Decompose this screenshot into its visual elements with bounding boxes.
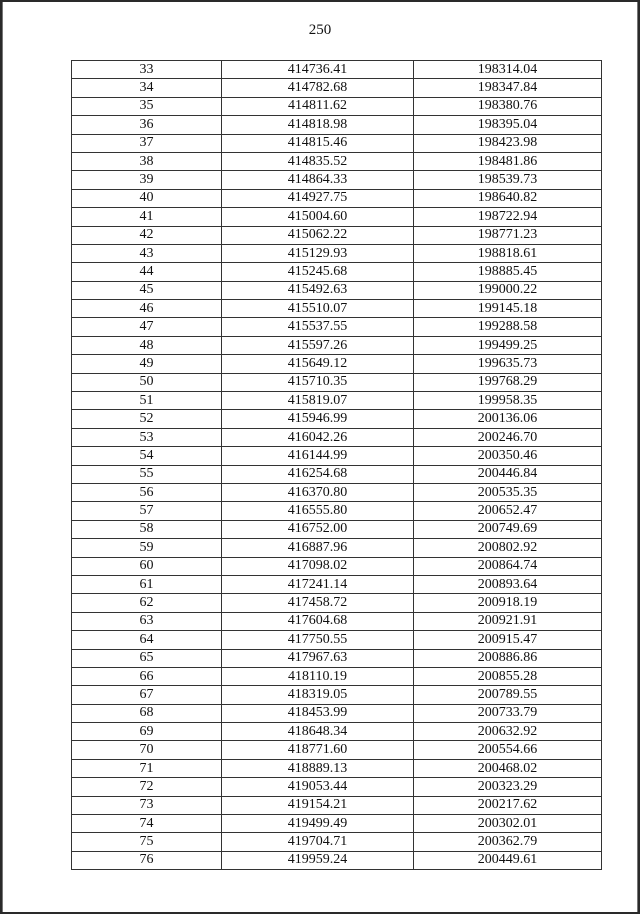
y-coordinate-cell: 198818.61: [414, 244, 602, 262]
y-coordinate-cell: 200302.01: [414, 815, 602, 833]
x-coordinate-cell: 416752.00: [222, 520, 414, 538]
table-row: [72, 723, 602, 741]
table-row: [72, 741, 602, 759]
x-coordinate-cell: 414864.33: [222, 171, 414, 189]
y-coordinate-cell: 200468.02: [414, 759, 602, 777]
table-row: [72, 851, 602, 869]
point-number-cell: 40: [72, 189, 222, 207]
coordinates-table: [71, 60, 602, 870]
point-number-cell: 57: [72, 502, 222, 520]
point-number-cell: 52: [72, 410, 222, 428]
table-row: [72, 281, 602, 299]
table-row: [72, 318, 602, 336]
table-row: [72, 152, 602, 170]
y-coordinate-cell: 200921.91: [414, 612, 602, 630]
point-number-cell: 38: [72, 152, 222, 170]
x-coordinate-cell: 417098.02: [222, 557, 414, 575]
point-number-cell: 59: [72, 539, 222, 557]
y-coordinate-cell: 200855.28: [414, 667, 602, 685]
y-coordinate-cell: 200749.69: [414, 520, 602, 538]
point-number-cell: 66: [72, 667, 222, 685]
y-coordinate-cell: 198722.94: [414, 208, 602, 226]
table-row: [72, 336, 602, 354]
y-coordinate-cell: 198539.73: [414, 171, 602, 189]
x-coordinate-cell: 416042.26: [222, 428, 414, 446]
x-coordinate-cell: 415004.60: [222, 208, 414, 226]
point-number-cell: 70: [72, 741, 222, 759]
document-page: [2, 2, 638, 912]
table-row: [72, 520, 602, 538]
point-number-cell: 62: [72, 594, 222, 612]
point-number-cell: 46: [72, 300, 222, 318]
point-number-cell: 48: [72, 336, 222, 354]
x-coordinate-cell: 414927.75: [222, 189, 414, 207]
x-coordinate-cell: 418648.34: [222, 723, 414, 741]
y-coordinate-cell: 199288.58: [414, 318, 602, 336]
y-coordinate-cell: 199000.22: [414, 281, 602, 299]
point-number-cell: 74: [72, 815, 222, 833]
x-coordinate-cell: 414835.52: [222, 152, 414, 170]
y-coordinate-cell: 198885.45: [414, 263, 602, 281]
x-coordinate-cell: 414782.68: [222, 79, 414, 97]
point-number-cell: 39: [72, 171, 222, 189]
y-coordinate-cell: 200350.46: [414, 447, 602, 465]
x-coordinate-cell: 417241.14: [222, 575, 414, 593]
point-number-cell: 37: [72, 134, 222, 152]
y-coordinate-cell: 200632.92: [414, 723, 602, 741]
point-number-cell: 35: [72, 97, 222, 115]
table-row: [72, 300, 602, 318]
x-coordinate-cell: 415819.07: [222, 392, 414, 410]
coordinates-table-body: [72, 61, 602, 870]
table-row: [72, 539, 602, 557]
x-coordinate-cell: 419499.49: [222, 815, 414, 833]
table-row: [72, 208, 602, 226]
point-number-cell: 36: [72, 116, 222, 134]
point-number-cell: 58: [72, 520, 222, 538]
table-row: [72, 759, 602, 777]
x-coordinate-cell: 415946.99: [222, 410, 414, 428]
point-number-cell: 61: [72, 575, 222, 593]
y-coordinate-cell: 200864.74: [414, 557, 602, 575]
y-coordinate-cell: 200323.29: [414, 778, 602, 796]
x-coordinate-cell: 414818.98: [222, 116, 414, 134]
y-coordinate-cell: 200554.66: [414, 741, 602, 759]
table-row: [72, 631, 602, 649]
point-number-cell: 41: [72, 208, 222, 226]
y-coordinate-cell: 200246.70: [414, 428, 602, 446]
point-number-cell: 44: [72, 263, 222, 281]
point-number-cell: 56: [72, 483, 222, 501]
page-number: 250: [308, 22, 332, 38]
x-coordinate-cell: 414815.46: [222, 134, 414, 152]
x-coordinate-cell: 417750.55: [222, 631, 414, 649]
point-number-cell: 73: [72, 796, 222, 814]
table-row: [72, 226, 602, 244]
point-number-cell: 68: [72, 704, 222, 722]
table-row: [72, 465, 602, 483]
x-coordinate-cell: 419154.21: [222, 796, 414, 814]
table-row: [72, 410, 602, 428]
x-coordinate-cell: 415062.22: [222, 226, 414, 244]
y-coordinate-cell: 200535.35: [414, 483, 602, 501]
y-coordinate-cell: 198640.82: [414, 189, 602, 207]
y-coordinate-cell: 200217.62: [414, 796, 602, 814]
point-number-cell: 45: [72, 281, 222, 299]
x-coordinate-cell: 414811.62: [222, 97, 414, 115]
table-row: [72, 815, 602, 833]
table-row: [72, 667, 602, 685]
x-coordinate-cell: 415710.35: [222, 373, 414, 391]
x-coordinate-cell: 419704.71: [222, 833, 414, 851]
x-coordinate-cell: 417458.72: [222, 594, 414, 612]
y-coordinate-cell: 200893.64: [414, 575, 602, 593]
table-row: [72, 557, 602, 575]
table-row: [72, 447, 602, 465]
y-coordinate-cell: 200915.47: [414, 631, 602, 649]
y-coordinate-cell: 200886.86: [414, 649, 602, 667]
y-coordinate-cell: 200446.84: [414, 465, 602, 483]
y-coordinate-cell: 199635.73: [414, 355, 602, 373]
table-row: [72, 134, 602, 152]
point-number-cell: 75: [72, 833, 222, 851]
x-coordinate-cell: 415510.07: [222, 300, 414, 318]
table-row: [72, 79, 602, 97]
point-number-cell: 53: [72, 428, 222, 446]
table-row: [72, 704, 602, 722]
point-number-cell: 71: [72, 759, 222, 777]
point-number-cell: 63: [72, 612, 222, 630]
table-row: [72, 373, 602, 391]
x-coordinate-cell: 419053.44: [222, 778, 414, 796]
y-coordinate-cell: 200449.61: [414, 851, 602, 869]
table-row: [72, 833, 602, 851]
table-row: [72, 97, 602, 115]
point-number-cell: 47: [72, 318, 222, 336]
y-coordinate-cell: 199768.29: [414, 373, 602, 391]
y-coordinate-cell: 198380.76: [414, 97, 602, 115]
point-number-cell: 43: [72, 244, 222, 262]
table-row: [72, 649, 602, 667]
x-coordinate-cell: 416555.80: [222, 502, 414, 520]
x-coordinate-cell: 415597.26: [222, 336, 414, 354]
y-coordinate-cell: 200362.79: [414, 833, 602, 851]
point-number-cell: 55: [72, 465, 222, 483]
point-number-cell: 67: [72, 686, 222, 704]
table-row: [72, 392, 602, 410]
x-coordinate-cell: 414736.41: [222, 61, 414, 79]
y-coordinate-cell: 198481.86: [414, 152, 602, 170]
table-row: [72, 575, 602, 593]
y-coordinate-cell: 199145.18: [414, 300, 602, 318]
x-coordinate-cell: 415649.12: [222, 355, 414, 373]
table-row: [72, 594, 602, 612]
y-coordinate-cell: 198771.23: [414, 226, 602, 244]
point-number-cell: 65: [72, 649, 222, 667]
x-coordinate-cell: 418771.60: [222, 741, 414, 759]
x-coordinate-cell: 415245.68: [222, 263, 414, 281]
table-row: [72, 355, 602, 373]
point-number-cell: 51: [72, 392, 222, 410]
table-row: [72, 483, 602, 501]
table-row: [72, 263, 602, 281]
x-coordinate-cell: 415129.93: [222, 244, 414, 262]
y-coordinate-cell: 200789.55: [414, 686, 602, 704]
point-number-cell: 34: [72, 79, 222, 97]
y-coordinate-cell: 200918.19: [414, 594, 602, 612]
y-coordinate-cell: 200733.79: [414, 704, 602, 722]
x-coordinate-cell: 416887.96: [222, 539, 414, 557]
point-number-cell: 76: [72, 851, 222, 869]
y-coordinate-cell: 198395.04: [414, 116, 602, 134]
y-coordinate-cell: 199499.25: [414, 336, 602, 354]
y-coordinate-cell: 198314.04: [414, 61, 602, 79]
y-coordinate-cell: 200802.92: [414, 539, 602, 557]
x-coordinate-cell: 418319.05: [222, 686, 414, 704]
x-coordinate-cell: 415537.55: [222, 318, 414, 336]
table-row: [72, 796, 602, 814]
point-number-cell: 69: [72, 723, 222, 741]
table-row: [72, 428, 602, 446]
y-coordinate-cell: 200136.06: [414, 410, 602, 428]
y-coordinate-cell: 199958.35: [414, 392, 602, 410]
x-coordinate-cell: 418889.13: [222, 759, 414, 777]
point-number-cell: 72: [72, 778, 222, 796]
table-row: [72, 778, 602, 796]
point-number-cell: 42: [72, 226, 222, 244]
x-coordinate-cell: 416254.68: [222, 465, 414, 483]
table-row: [72, 686, 602, 704]
point-number-cell: 60: [72, 557, 222, 575]
point-number-cell: 54: [72, 447, 222, 465]
x-coordinate-cell: 418110.19: [222, 667, 414, 685]
x-coordinate-cell: 419959.24: [222, 851, 414, 869]
x-coordinate-cell: 415492.63: [222, 281, 414, 299]
table-row: [72, 171, 602, 189]
x-coordinate-cell: 416370.80: [222, 483, 414, 501]
point-number-cell: 50: [72, 373, 222, 391]
table-row: [72, 116, 602, 134]
table-row: [72, 502, 602, 520]
x-coordinate-cell: 418453.99: [222, 704, 414, 722]
point-number-cell: 64: [72, 631, 222, 649]
x-coordinate-cell: 416144.99: [222, 447, 414, 465]
x-coordinate-cell: 417967.63: [222, 649, 414, 667]
table-row: [72, 612, 602, 630]
point-number-cell: 49: [72, 355, 222, 373]
y-coordinate-cell: 198423.98: [414, 134, 602, 152]
point-number-cell: 33: [72, 61, 222, 79]
y-coordinate-cell: 198347.84: [414, 79, 602, 97]
table-row: [72, 189, 602, 207]
table-row: [72, 61, 602, 79]
table-row: [72, 244, 602, 262]
x-coordinate-cell: 417604.68: [222, 612, 414, 630]
y-coordinate-cell: 200652.47: [414, 502, 602, 520]
